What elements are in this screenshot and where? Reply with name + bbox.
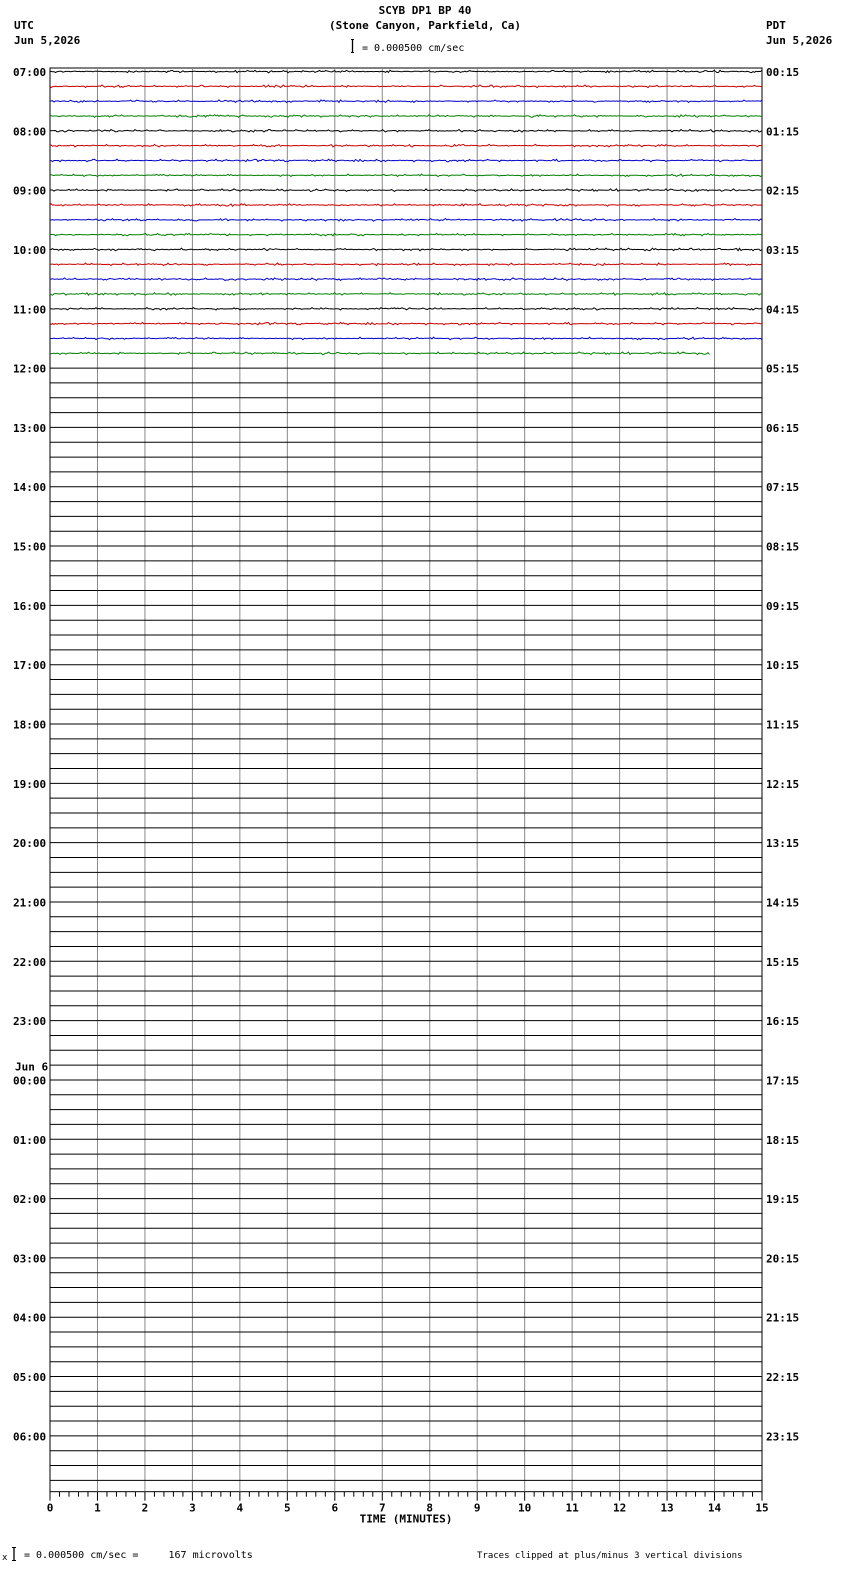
trace-line [50,219,762,222]
pdt-hour-label: 23:15 [766,1430,800,1444]
trace-line [50,174,762,177]
chart-title: SCYB DP1 BP 40 [378,4,472,17]
x-tick-label: 4 [236,1501,244,1515]
left-date: Jun 5,2026 [14,34,81,47]
utc-hour-label: 18:00 [13,718,47,732]
x-axis-label: TIME (MINUTES) [359,1512,453,1526]
pdt-hour-label: 01:15 [766,125,800,139]
trace-line [50,337,762,340]
utc-hour-label: 07:00 [13,66,47,79]
trace-line [50,248,762,251]
left-timezone: UTC [14,19,34,32]
utc-hour-label: 01:00 [13,1133,47,1147]
x-tick-label: 1 [94,1501,101,1515]
x-tick-label: 7 [378,1501,386,1515]
pdt-hour-label: 11:15 [766,718,800,732]
x-tick-label: 8 [426,1501,434,1515]
utc-hour-label: 11:00 [13,303,47,317]
day-change-label: Jun 6 [15,1060,49,1074]
trace-line [50,70,762,73]
trace-line [50,144,762,147]
x-tick-label: 9 [473,1501,481,1515]
utc-hour-label: 03:00 [13,1252,47,1266]
trace-line [50,204,762,207]
utc-hour-label: 12:00 [13,362,47,376]
utc-hour-label: 20:00 [13,837,47,851]
clip-note: Traces clipped at plus/minus 3 vertical divisions [477,1551,743,1561]
x-tick-label: 0 [46,1501,54,1515]
pdt-hour-label: 18:15 [766,1133,800,1147]
x-tick-label: 15 [755,1501,769,1515]
utc-hour-label: 02:00 [13,1193,47,1207]
trace-line [50,100,762,103]
pdt-hour-label: 16:15 [766,1015,800,1029]
plot-frame [50,68,762,1492]
utc-hour-label: 09:00 [13,184,47,198]
x-tick-label: 11 [565,1501,579,1515]
utc-hour-label: 05:00 [13,1371,47,1385]
x-tick-label: 3 [189,1501,196,1515]
trace-line [50,85,762,88]
pdt-hour-label: 03:15 [766,243,800,257]
x-tick-label: 14 [707,1501,722,1515]
trace-line [50,352,710,355]
utc-hour-label: 14:00 [13,481,47,495]
trace-line [50,130,762,133]
trace-line [50,189,762,192]
trace-line [50,233,762,236]
utc-hour-label: 13:00 [13,421,47,435]
pdt-hour-label: 17:15 [766,1074,800,1088]
trace-line [50,278,762,281]
pdt-hour-label: 15:15 [766,955,800,969]
pdt-hour-label: 22:15 [766,1371,800,1385]
utc-hour-label: 22:00 [13,955,47,969]
footer-mark: x [2,1553,8,1563]
utc-hour-label: 21:00 [13,896,47,910]
utc-hour-label: 15:00 [13,540,47,554]
pdt-hour-label: 04:15 [766,303,800,317]
x-tick-label: 10 [518,1501,532,1515]
footer-scale-bar-icon [10,1547,18,1561]
trace-line [50,308,762,311]
x-tick-label: 5 [284,1501,291,1515]
scale-label: = 0.000500 cm/sec [362,43,465,54]
utc-hour-label: 04:00 [13,1311,47,1325]
pdt-hour-label: 09:15 [766,599,800,613]
trace-line [50,115,762,118]
trace-line [50,263,762,266]
trace-line [50,322,762,325]
x-tick-label: 6 [331,1501,339,1515]
right-timezone: PDT [766,19,786,32]
utc-hour-label: 23:00 [13,1015,47,1029]
utc-hour-label: 00:00 [13,1074,47,1088]
utc-hour-label: 17:00 [13,659,47,673]
x-tick-label: 2 [141,1501,149,1515]
pdt-hour-label: 12:15 [766,777,800,791]
pdt-hour-label: 13:15 [766,837,800,851]
x-tick-label: 13 [660,1501,674,1515]
pdt-hour-label: 14:15 [766,896,800,910]
x-tick-label: 12 [612,1501,627,1515]
pdt-hour-label: 02:15 [766,184,800,198]
pdt-hour-label: 00:15 [766,66,800,79]
trace-line [50,159,762,162]
trace-line [50,293,762,296]
pdt-hour-label: 06:15 [766,421,800,435]
pdt-hour-label: 10:15 [766,659,800,673]
pdt-hour-label: 19:15 [766,1193,800,1207]
utc-hour-label: 10:00 [13,243,47,257]
pdt-hour-label: 08:15 [766,540,800,554]
utc-hour-label: 16:00 [13,599,47,613]
right-date: Jun 5,2026 [766,34,833,47]
pdt-hour-label: 21:15 [766,1311,800,1325]
pdt-hour-label: 05:15 [766,362,800,376]
footer-scale-label: = 0.000500 cm/sec = 167 microvolts [24,1550,253,1561]
utc-hour-label: 06:00 [13,1430,47,1444]
pdt-hour-label: 07:15 [766,481,800,495]
utc-hour-label: 08:00 [13,125,47,139]
station-subtitle: (Stone Canyon, Parkfield, Ca) [328,19,522,32]
pdt-hour-label: 20:15 [766,1252,800,1266]
utc-hour-label: 19:00 [13,777,47,791]
